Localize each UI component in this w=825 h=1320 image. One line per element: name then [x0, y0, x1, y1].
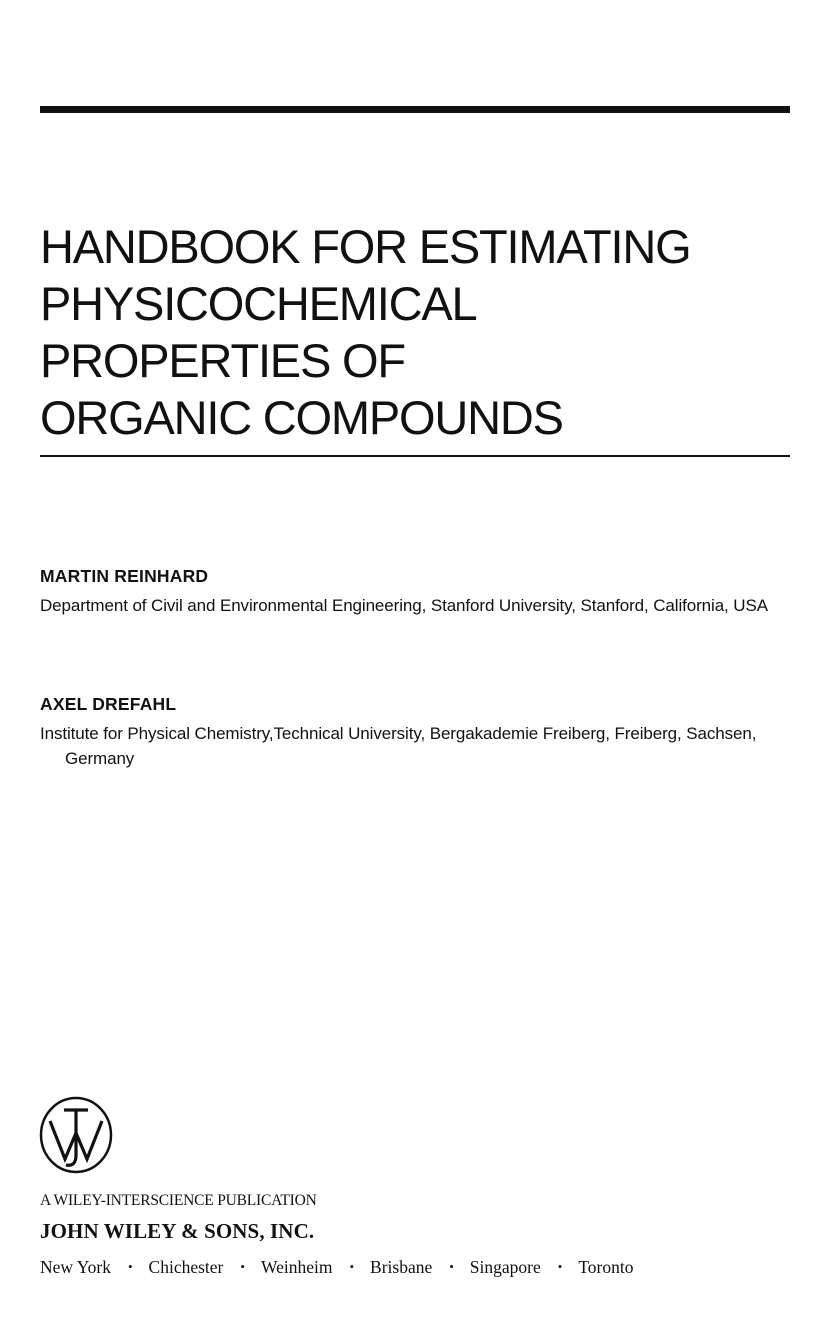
publisher-cities	[40, 1256, 634, 1278]
city: New York	[40, 1257, 111, 1277]
title-line: ORGANIC COMPOUNDS	[40, 391, 563, 444]
city: Toronto	[578, 1257, 634, 1277]
bullet-separator: •	[127, 1259, 133, 1274]
author-affiliation: Department of Civil and Environmental Engineering, Stanford University, Stanford, California, USA	[40, 596, 768, 615]
imprint-line: A WILEY-INTERSCIENCE PUBLICATION	[40, 1192, 317, 1209]
author-affiliation: Institute for Physical Chemistry,Technical University, Bergakademie Freiberg, Freiberg, Sachsen, Germany	[40, 724, 757, 768]
city: Chichester	[148, 1257, 224, 1277]
wiley-logo-icon	[38, 1095, 116, 1175]
author-name: AXEL DREFAHL	[40, 694, 177, 714]
bullet-separator: •	[449, 1259, 454, 1274]
author-block-drefahl	[40, 693, 780, 771]
bullet-separator: •	[557, 1259, 563, 1274]
city: Weinheim	[260, 1257, 333, 1277]
city: Singapore	[469, 1257, 541, 1277]
title-line: HANDBOOK FOR ESTIMATING	[40, 220, 691, 273]
book-title	[40, 218, 800, 446]
publisher-name: JOHN WILEY & SONS, INC.	[40, 1219, 315, 1243]
author-name: MARTIN REINHARD	[40, 566, 209, 586]
city: Brisbane	[370, 1257, 433, 1277]
top-rule	[40, 106, 790, 113]
bullet-separator: •	[240, 1259, 245, 1274]
author-block-reinhard	[40, 565, 780, 618]
title-line: PHYSICOCHEMICAL	[40, 277, 477, 330]
title-rule	[40, 455, 790, 457]
title-line: PROPERTIES OF	[40, 334, 405, 387]
bullet-separator: •	[349, 1259, 355, 1274]
